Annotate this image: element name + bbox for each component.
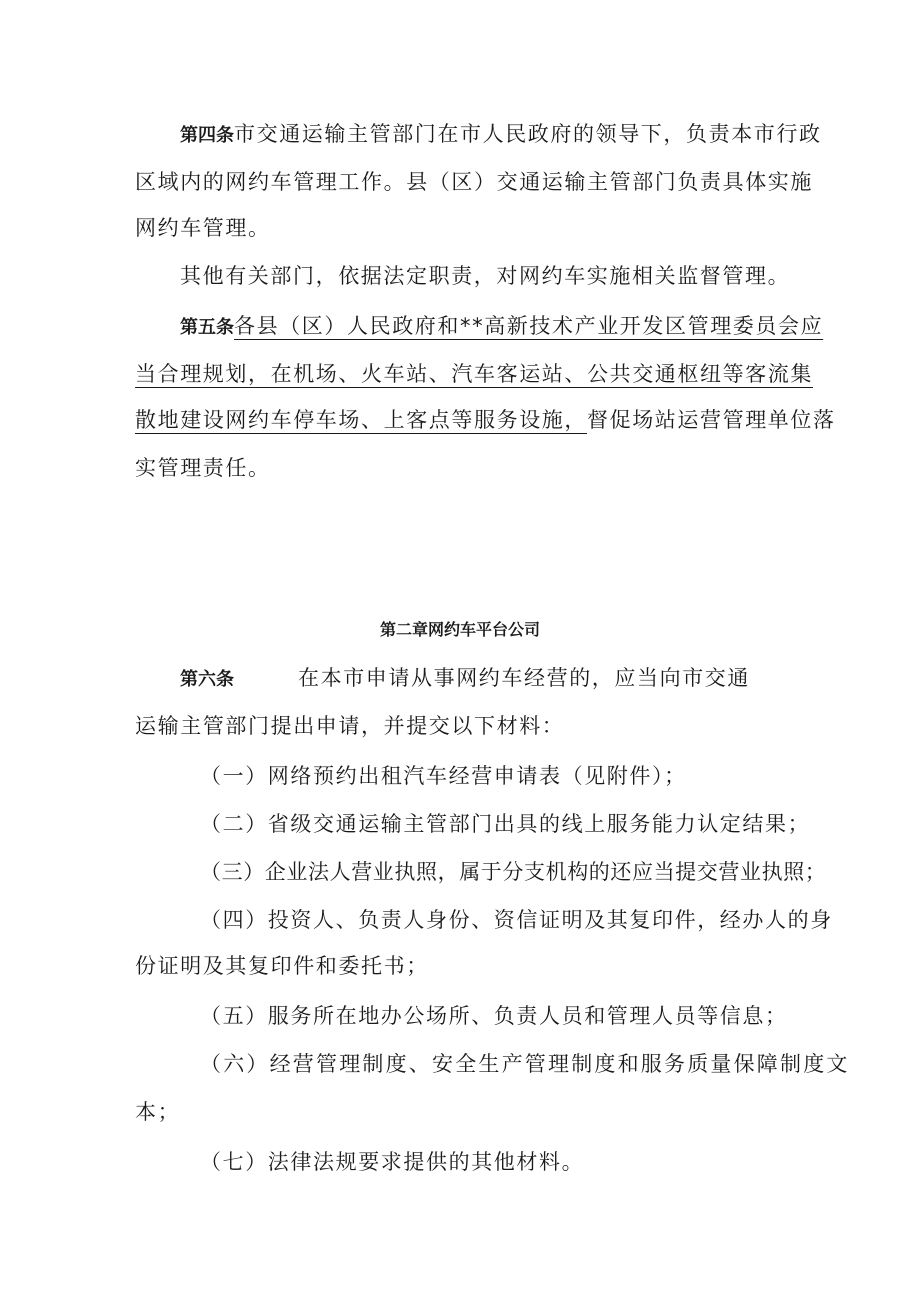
article4-text1: 市交通运输主管部门在市人民政府的领导下，负责本市行政: [234, 122, 822, 146]
article4-line2: 区域内的网约车管理工作。县（区）交通运输主管部门负责具体实施: [135, 170, 813, 194]
list-item: （二）省级交通运输主管部门出具的线上服务能力认定结果；: [200, 812, 811, 836]
article5-text1: 各县（区）人民政府和**高新技术产业开发区管理委员会应: [234, 314, 824, 338]
article6-line2: 运输主管部门提出申请，并提交以下材料：: [135, 714, 565, 738]
article6-text1: 在本市申请从事网约车经营的，应当向市交通: [298, 666, 750, 690]
article4-line3: 网约车管理。: [135, 216, 271, 240]
list-item: （一）网络预约出租汽车经营申请表（见附件）；: [200, 764, 687, 788]
list-item: （三）企业法人营业执照，属于分支机构的还应当提交营业执照；: [200, 860, 827, 884]
article5-text3-rest: 督促场站运营管理单位落: [587, 408, 836, 432]
article4-line1: [180, 120, 822, 150]
article4-label: 第四条: [180, 125, 234, 146]
article5-label: 第五条: [180, 317, 234, 338]
article6-label: 第六条: [180, 669, 234, 690]
article5-line2: 当合理规划，在机场、火车站、汽车客运站、公共交通枢纽等客流集: [135, 362, 813, 386]
chapter-title: 第二章网约车平台公司: [379, 620, 540, 639]
article5-line3: [135, 406, 836, 434]
list-item: （五）服务所在地办公场所、负责人员和管理人员等信息；: [200, 1004, 788, 1028]
list-item-continuation: 份证明及其复印件和委托书；: [135, 954, 429, 978]
list-item-continuation: 本；: [135, 1100, 181, 1124]
article5-line4: 实管理责任。: [135, 456, 271, 480]
article6-line1: [180, 664, 750, 694]
article5-line1: [180, 312, 823, 342]
list-item: （七）法律法规要求提供的其他材料。: [200, 1150, 585, 1174]
article4-para2: 其他有关部门，依据法定职责，对网约车实施相关监督管理。: [180, 264, 791, 288]
list-item: （四）投资人、负责人身份、资信证明及其复印件，经办人的身: [200, 908, 833, 932]
article5-text3-underlined: 散地建设网约车停车场、上客点等服务设施，: [135, 408, 587, 432]
list-item: （六）经营管理制度、安全生产管理制度和服务质量保障制度文: [200, 1052, 850, 1076]
